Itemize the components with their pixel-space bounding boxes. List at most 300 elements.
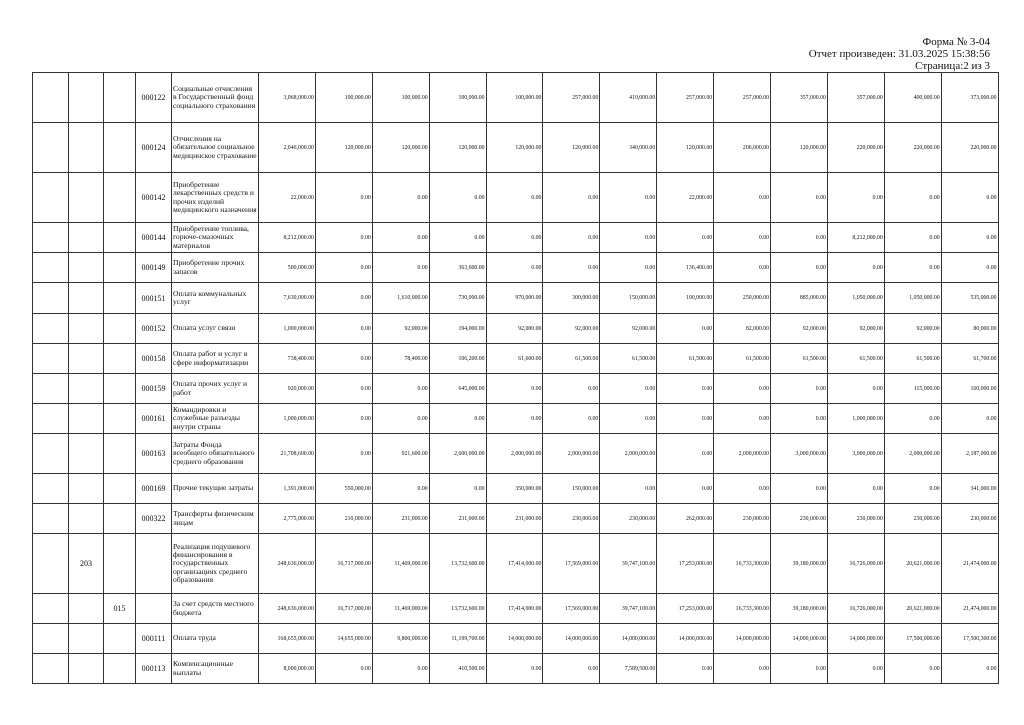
month-amount-cell: 0.00 xyxy=(486,404,543,434)
total-amount-cell: 1,000,000.00 xyxy=(259,314,316,344)
section-cell xyxy=(33,534,69,594)
month-amount-cell: 136,400.00 xyxy=(657,253,714,283)
month-amount-cell: 0.00 xyxy=(827,253,884,283)
month-amount-cell: 17,500,000.00 xyxy=(884,624,941,654)
table-row xyxy=(33,173,999,223)
month-amount-cell: 550,000.00 xyxy=(315,474,372,504)
subprogram-cell xyxy=(104,283,136,314)
month-amount-cell: 17,414,000.00 xyxy=(486,534,543,594)
month-amount-cell: 0.00 xyxy=(315,173,372,223)
month-amount-cell: 0.00 xyxy=(714,223,771,253)
table-row xyxy=(33,404,999,434)
table-row xyxy=(33,344,999,374)
month-amount-cell: 2,187,000.00 xyxy=(941,434,998,474)
month-amount-cell: 0.00 xyxy=(714,404,771,434)
month-amount-cell: 0.00 xyxy=(941,404,998,434)
month-amount-cell: 120,000.00 xyxy=(486,123,543,173)
item-name-cell: Командировки и служебные разъезды внутри страны xyxy=(172,404,259,434)
total-amount-cell: 168,655,000.00 xyxy=(259,624,316,654)
month-amount-cell: 0.00 xyxy=(714,173,771,223)
month-amount-cell: 340,000.00 xyxy=(600,123,657,173)
specifics-code-cell: 000161 xyxy=(136,404,172,434)
month-amount-cell: 0.00 xyxy=(714,474,771,504)
month-amount-cell: 120,000.00 xyxy=(657,123,714,173)
month-amount-cell: 0.00 xyxy=(600,223,657,253)
month-amount-cell: 921,600.00 xyxy=(372,434,429,474)
table-row xyxy=(33,534,999,594)
month-amount-cell: 400,000.00 xyxy=(884,73,941,123)
total-amount-cell: 2,046,000.00 xyxy=(259,123,316,173)
section-cell xyxy=(33,474,69,504)
month-amount-cell: 100,000.00 xyxy=(429,73,486,123)
total-amount-cell: 500,000.00 xyxy=(259,253,316,283)
month-amount-cell: 230,000.00 xyxy=(600,504,657,534)
month-amount-cell: 120,000.00 xyxy=(372,123,429,173)
month-amount-cell: 2,000,000.00 xyxy=(600,434,657,474)
month-amount-cell: 100,000.00 xyxy=(372,73,429,123)
month-amount-cell: 17,253,000.00 xyxy=(657,534,714,594)
specifics-code-cell: 000111 xyxy=(136,624,172,654)
month-amount-cell: 13,732,600.00 xyxy=(429,534,486,594)
month-amount-cell: 100,000.00 xyxy=(657,283,714,314)
subprogram-cell xyxy=(104,654,136,684)
month-amount-cell: 14,000,000.00 xyxy=(657,624,714,654)
month-amount-cell: 341,000.00 xyxy=(941,474,998,504)
month-amount-cell: 0.00 xyxy=(884,474,941,504)
month-amount-cell: 14,000,000.00 xyxy=(827,624,884,654)
specifics-code-cell: 000151 xyxy=(136,283,172,314)
subprogram-cell xyxy=(104,314,136,344)
section-cell xyxy=(33,504,69,534)
section-cell xyxy=(33,654,69,684)
specifics-code-cell: 000144 xyxy=(136,223,172,253)
total-amount-cell: 248,636,000.00 xyxy=(259,594,316,624)
month-amount-cell: 61,500.00 xyxy=(543,344,600,374)
month-amount-cell: 150,000.00 xyxy=(543,474,600,504)
subprogram-cell xyxy=(104,344,136,374)
subprogram-cell xyxy=(104,173,136,223)
month-amount-cell: 0.00 xyxy=(600,374,657,404)
total-amount-cell: 738,400.00 xyxy=(259,344,316,374)
month-amount-cell: 0.00 xyxy=(486,253,543,283)
month-amount-cell: 0.00 xyxy=(543,173,600,223)
month-amount-cell: 1,050,000.00 xyxy=(827,283,884,314)
month-amount-cell: 0.00 xyxy=(315,253,372,283)
table-row xyxy=(33,504,999,534)
specifics-code-cell: 000322 xyxy=(136,504,172,534)
program-cell xyxy=(69,624,104,654)
specifics-code-cell: 000158 xyxy=(136,344,172,374)
month-amount-cell: 357,000.00 xyxy=(827,73,884,123)
program-cell xyxy=(69,374,104,404)
month-amount-cell: 92,000.00 xyxy=(486,314,543,344)
month-amount-cell: 39,747,100.00 xyxy=(600,534,657,594)
month-amount-cell: 0.00 xyxy=(771,223,828,253)
month-amount-cell: 92,000.00 xyxy=(827,314,884,344)
month-amount-cell: 120,000.00 xyxy=(429,123,486,173)
month-amount-cell: 78,400.00 xyxy=(372,344,429,374)
total-amount-cell: 248,636,000.00 xyxy=(259,534,316,594)
form-number: Форма № 3-04 xyxy=(922,36,990,48)
month-amount-cell: 410,500.00 xyxy=(429,654,486,684)
specifics-code-cell: 000149 xyxy=(136,253,172,283)
month-amount-cell: 0.00 xyxy=(827,173,884,223)
month-amount-cell: 17,253,000.00 xyxy=(657,594,714,624)
month-amount-cell: 0.00 xyxy=(884,654,941,684)
month-amount-cell: 0.00 xyxy=(941,253,998,283)
month-amount-cell: 230,000.00 xyxy=(827,504,884,534)
month-amount-cell: 0.00 xyxy=(657,474,714,504)
total-amount-cell: 920,000.00 xyxy=(259,374,316,404)
month-amount-cell: 61,500.00 xyxy=(600,344,657,374)
subprogram-cell xyxy=(104,474,136,504)
month-amount-cell: 7,589,500.00 xyxy=(600,654,657,684)
month-amount-cell: 16,733,300.00 xyxy=(714,594,771,624)
month-amount-cell: 0.00 xyxy=(372,173,429,223)
item-name-cell: Приобретение прочих запасов xyxy=(172,253,259,283)
month-amount-cell: 230,000.00 xyxy=(714,504,771,534)
month-amount-cell: 970,000.00 xyxy=(486,283,543,314)
month-amount-cell: 2,000,000.00 xyxy=(884,434,941,474)
month-amount-cell: 0.00 xyxy=(600,173,657,223)
month-amount-cell: 231,000.00 xyxy=(429,504,486,534)
month-amount-cell: 220,000.00 xyxy=(827,123,884,173)
table-row xyxy=(33,314,999,344)
budget-table xyxy=(32,72,999,684)
month-amount-cell: 257,000.00 xyxy=(657,73,714,123)
month-amount-cell: 20,621,000.00 xyxy=(884,534,941,594)
month-amount-cell: 39,180,000.00 xyxy=(771,534,828,594)
section-cell xyxy=(33,434,69,474)
total-amount-cell: 1,000,000.00 xyxy=(259,404,316,434)
table-row xyxy=(33,474,999,504)
month-amount-cell: 231,000.00 xyxy=(486,504,543,534)
month-amount-cell: 92,000.00 xyxy=(600,314,657,344)
month-amount-cell: 0.00 xyxy=(600,404,657,434)
month-amount-cell: 14,000,000.00 xyxy=(771,624,828,654)
item-name-cell: Приобретение лекарственных средств и прочих изделий медицинского назначения xyxy=(172,173,259,223)
subprogram-cell xyxy=(104,73,136,123)
month-amount-cell: 2,000,000.00 xyxy=(486,434,543,474)
month-amount-cell: 120,000.00 xyxy=(315,123,372,173)
month-amount-cell: 0.00 xyxy=(884,173,941,223)
section-cell xyxy=(33,314,69,344)
month-amount-cell: 17,500,300.00 xyxy=(941,624,998,654)
month-amount-cell: 0.00 xyxy=(372,223,429,253)
month-amount-cell: 0.00 xyxy=(372,253,429,283)
month-amount-cell: 230,000.00 xyxy=(543,504,600,534)
month-amount-cell: 0.00 xyxy=(315,344,372,374)
month-amount-cell: 106,200.00 xyxy=(429,344,486,374)
month-amount-cell: 0.00 xyxy=(486,374,543,404)
month-amount-cell: 0.00 xyxy=(827,374,884,404)
item-name-cell: Оплата работ и услуг в сфере информатизации xyxy=(172,344,259,374)
month-amount-cell: 0.00 xyxy=(600,474,657,504)
month-amount-cell: 0.00 xyxy=(486,654,543,684)
total-amount-cell: 2,775,000.00 xyxy=(259,504,316,534)
program-cell xyxy=(69,223,104,253)
month-amount-cell: 250,000.00 xyxy=(714,283,771,314)
month-amount-cell: 3,000,000.00 xyxy=(827,434,884,474)
month-amount-cell: 16,733,300.00 xyxy=(714,534,771,594)
total-amount-cell: 3,068,000.00 xyxy=(259,73,316,123)
month-amount-cell: 61,500.00 xyxy=(884,344,941,374)
month-amount-cell: 14,655,000.00 xyxy=(315,624,372,654)
subprogram-cell xyxy=(104,253,136,283)
month-amount-cell: 410,000.00 xyxy=(600,73,657,123)
month-amount-cell: 1,000,000.00 xyxy=(827,404,884,434)
month-amount-cell: 61,700.00 xyxy=(941,344,998,374)
section-cell xyxy=(33,624,69,654)
month-amount-cell: 0.00 xyxy=(657,404,714,434)
month-amount-cell: 0.00 xyxy=(315,314,372,344)
section-cell xyxy=(33,283,69,314)
month-amount-cell: 0.00 xyxy=(657,434,714,474)
item-name-cell: Отчисления на обязательное социальное медицинское страхование xyxy=(172,123,259,173)
month-amount-cell: 20,621,000.00 xyxy=(884,594,941,624)
total-amount-cell: 7,630,000.00 xyxy=(259,283,316,314)
report-header xyxy=(809,36,990,72)
specifics-code-cell: 000152 xyxy=(136,314,172,344)
subprogram-cell xyxy=(104,434,136,474)
program-cell xyxy=(69,283,104,314)
month-amount-cell: 0.00 xyxy=(315,374,372,404)
section-cell xyxy=(33,223,69,253)
item-name-cell: Приобретение топлива, горюче-смазочных материалов xyxy=(172,223,259,253)
month-amount-cell: 373,000.00 xyxy=(941,73,998,123)
month-amount-cell: 0.00 xyxy=(315,434,372,474)
month-amount-cell: 0.00 xyxy=(315,654,372,684)
month-amount-cell: 885,000.00 xyxy=(771,283,828,314)
section-cell xyxy=(33,173,69,223)
month-amount-cell: 160,000.00 xyxy=(941,374,998,404)
total-amount-cell: 21,708,600.00 xyxy=(259,434,316,474)
month-amount-cell: 0.00 xyxy=(543,223,600,253)
table-row xyxy=(33,283,999,314)
specifics-code-cell: 000163 xyxy=(136,434,172,474)
month-amount-cell: 0.00 xyxy=(657,654,714,684)
month-amount-cell: 0.00 xyxy=(657,374,714,404)
item-name-cell: Оплата прочих услуг и работ xyxy=(172,374,259,404)
subprogram-cell xyxy=(104,223,136,253)
month-amount-cell: 14,000,000.00 xyxy=(486,624,543,654)
table-row xyxy=(33,73,999,123)
specifics-code-cell xyxy=(136,534,172,594)
month-amount-cell: 350,000.00 xyxy=(486,474,543,504)
month-amount-cell: 92,000.00 xyxy=(884,314,941,344)
month-amount-cell: 0.00 xyxy=(941,223,998,253)
program-cell xyxy=(69,434,104,474)
report-generated-timestamp: Отчет произведен: 31.03.2025 15:38:56 xyxy=(808,48,990,60)
month-amount-cell: 0.00 xyxy=(657,223,714,253)
month-amount-cell: 0.00 xyxy=(771,374,828,404)
month-amount-cell: 0.00 xyxy=(657,314,714,344)
month-amount-cell: 0.00 xyxy=(827,474,884,504)
page-indicator: Страница:2 из 3 xyxy=(915,60,990,72)
section-cell xyxy=(33,123,69,173)
month-amount-cell: 0.00 xyxy=(486,223,543,253)
subprogram-cell xyxy=(104,534,136,594)
month-amount-cell: 3,000,000.00 xyxy=(771,434,828,474)
month-amount-cell: 21,474,000.00 xyxy=(941,594,998,624)
section-cell xyxy=(33,253,69,283)
month-amount-cell: 206,000.00 xyxy=(714,123,771,173)
month-amount-cell: 230,000.00 xyxy=(771,504,828,534)
month-amount-cell: 39,747,100.00 xyxy=(600,594,657,624)
specifics-code-cell: 000159 xyxy=(136,374,172,404)
month-amount-cell: 0.00 xyxy=(771,173,828,223)
month-amount-cell: 231,000.00 xyxy=(372,504,429,534)
month-amount-cell: 16,726,000.00 xyxy=(827,534,884,594)
item-name-cell: Социальные отчисления в Государственный фонд социального страхования xyxy=(172,73,259,123)
month-amount-cell: 2,000,000.00 xyxy=(543,434,600,474)
specifics-code-cell: 000169 xyxy=(136,474,172,504)
month-amount-cell: 80,000.00 xyxy=(941,314,998,344)
month-amount-cell: 0.00 xyxy=(372,374,429,404)
month-amount-cell: 92,000.00 xyxy=(543,314,600,344)
table-row xyxy=(33,594,999,624)
specifics-code-cell: 000113 xyxy=(136,654,172,684)
table-row xyxy=(33,434,999,474)
month-amount-cell: 0.00 xyxy=(429,223,486,253)
month-amount-cell: 730,000.00 xyxy=(429,283,486,314)
month-amount-cell: 0.00 xyxy=(600,253,657,283)
table-row xyxy=(33,654,999,684)
budget-table-body xyxy=(33,73,999,684)
month-amount-cell: 11,469,000.00 xyxy=(372,534,429,594)
month-amount-cell: 220,000.00 xyxy=(941,123,998,173)
section-cell xyxy=(33,374,69,404)
month-amount-cell: 92,000.00 xyxy=(771,314,828,344)
section-cell xyxy=(33,594,69,624)
month-amount-cell: 9,800,000.00 xyxy=(372,624,429,654)
total-amount-cell: 8,212,000.00 xyxy=(259,223,316,253)
item-name-cell: Оплата труда xyxy=(172,624,259,654)
month-amount-cell: 0.00 xyxy=(315,283,372,314)
item-name-cell: За счет средств местного бюджета xyxy=(172,594,259,624)
month-amount-cell: 0.00 xyxy=(372,404,429,434)
month-amount-cell: 0.00 xyxy=(315,223,372,253)
month-amount-cell: 230,000.00 xyxy=(884,504,941,534)
month-amount-cell: 120,000.00 xyxy=(543,123,600,173)
month-amount-cell: 0.00 xyxy=(315,404,372,434)
month-amount-cell: 8,212,000.00 xyxy=(827,223,884,253)
month-amount-cell: 0.00 xyxy=(714,253,771,283)
item-name-cell: Оплата услуг связи xyxy=(172,314,259,344)
program-cell xyxy=(69,344,104,374)
month-amount-cell: 11,199,700.00 xyxy=(429,624,486,654)
month-amount-cell: 13,732,600.00 xyxy=(429,594,486,624)
month-amount-cell: 61,600.00 xyxy=(486,344,543,374)
specifics-code-cell: 000142 xyxy=(136,173,172,223)
month-amount-cell: 230,000.00 xyxy=(941,504,998,534)
month-amount-cell: 0.00 xyxy=(884,404,941,434)
total-amount-cell: 1,391,000.00 xyxy=(259,474,316,504)
subprogram-cell xyxy=(104,624,136,654)
month-amount-cell: 0.00 xyxy=(941,654,998,684)
program-cell xyxy=(69,123,104,173)
month-amount-cell: 16,717,000.00 xyxy=(315,594,372,624)
month-amount-cell: 82,000.00 xyxy=(714,314,771,344)
month-amount-cell: 16,717,000.00 xyxy=(315,534,372,594)
month-amount-cell: 0.00 xyxy=(543,404,600,434)
table-row xyxy=(33,123,999,173)
month-amount-cell: 2,600,000.00 xyxy=(429,434,486,474)
item-name-cell: Прочие текущие затраты xyxy=(172,474,259,504)
program-cell xyxy=(69,474,104,504)
month-amount-cell: 92,000.00 xyxy=(372,314,429,344)
section-cell xyxy=(33,73,69,123)
subprogram-cell xyxy=(104,404,136,434)
month-amount-cell: 0.00 xyxy=(884,253,941,283)
month-amount-cell: 0.00 xyxy=(543,253,600,283)
month-amount-cell: 257,000.00 xyxy=(714,73,771,123)
table-row xyxy=(33,253,999,283)
month-amount-cell: 0.00 xyxy=(827,654,884,684)
month-amount-cell: 39,180,000.00 xyxy=(771,594,828,624)
month-amount-cell: 17,414,000.00 xyxy=(486,594,543,624)
month-amount-cell: 17,569,000.00 xyxy=(543,594,600,624)
month-amount-cell: 61,500.00 xyxy=(657,344,714,374)
month-amount-cell: 0.00 xyxy=(771,654,828,684)
month-amount-cell: 61,500.00 xyxy=(827,344,884,374)
program-cell xyxy=(69,253,104,283)
item-name-cell: Трансферты физическим лицам xyxy=(172,504,259,534)
item-name-cell: Реализация подушевого финансирования в государственных организациях среднего образования xyxy=(172,534,259,594)
month-amount-cell: 0.00 xyxy=(543,654,600,684)
total-amount-cell: 8,000,000.00 xyxy=(259,654,316,684)
month-amount-cell: 357,000.00 xyxy=(771,73,828,123)
month-amount-cell: 14,000,000.00 xyxy=(600,624,657,654)
month-amount-cell: 0.00 xyxy=(771,253,828,283)
specifics-code-cell: 000124 xyxy=(136,123,172,173)
month-amount-cell: 0.00 xyxy=(714,654,771,684)
month-amount-cell: 0.00 xyxy=(941,173,998,223)
month-amount-cell: 1,610,000.00 xyxy=(372,283,429,314)
month-amount-cell: 0.00 xyxy=(429,404,486,434)
month-amount-cell: 0.00 xyxy=(771,474,828,504)
item-name-cell: Затраты Фонда всеобщего обязательного среднего образования xyxy=(172,434,259,474)
program-cell xyxy=(69,173,104,223)
month-amount-cell: 262,000.00 xyxy=(657,504,714,534)
month-amount-cell: 0.00 xyxy=(884,223,941,253)
month-amount-cell: 2,000,000.00 xyxy=(714,434,771,474)
month-amount-cell: 100,000.00 xyxy=(315,73,372,123)
item-name-cell: Оплата коммунальных услуг xyxy=(172,283,259,314)
table-row xyxy=(33,223,999,253)
month-amount-cell: 61,500.00 xyxy=(714,344,771,374)
month-amount-cell: 22,000.00 xyxy=(657,173,714,223)
month-amount-cell: 363,600.00 xyxy=(429,253,486,283)
specifics-code-cell: 000122 xyxy=(136,73,172,123)
subprogram-cell xyxy=(104,504,136,534)
month-amount-cell: 100,000.00 xyxy=(486,73,543,123)
item-name-cell: Компенсационные выплаты xyxy=(172,654,259,684)
month-amount-cell: 21,474,000.00 xyxy=(941,534,998,594)
month-amount-cell: 535,000.00 xyxy=(941,283,998,314)
month-amount-cell: 0.00 xyxy=(429,474,486,504)
month-amount-cell: 16,726,000.00 xyxy=(827,594,884,624)
program-cell xyxy=(69,73,104,123)
total-amount-cell: 22,000.00 xyxy=(259,173,316,223)
month-amount-cell: 220,000.00 xyxy=(884,123,941,173)
table-row xyxy=(33,624,999,654)
month-amount-cell: 1,050,000.00 xyxy=(884,283,941,314)
program-cell xyxy=(69,594,104,624)
month-amount-cell: 14,000,000.00 xyxy=(714,624,771,654)
month-amount-cell: 150,000.00 xyxy=(600,283,657,314)
month-amount-cell: 257,000.00 xyxy=(543,73,600,123)
